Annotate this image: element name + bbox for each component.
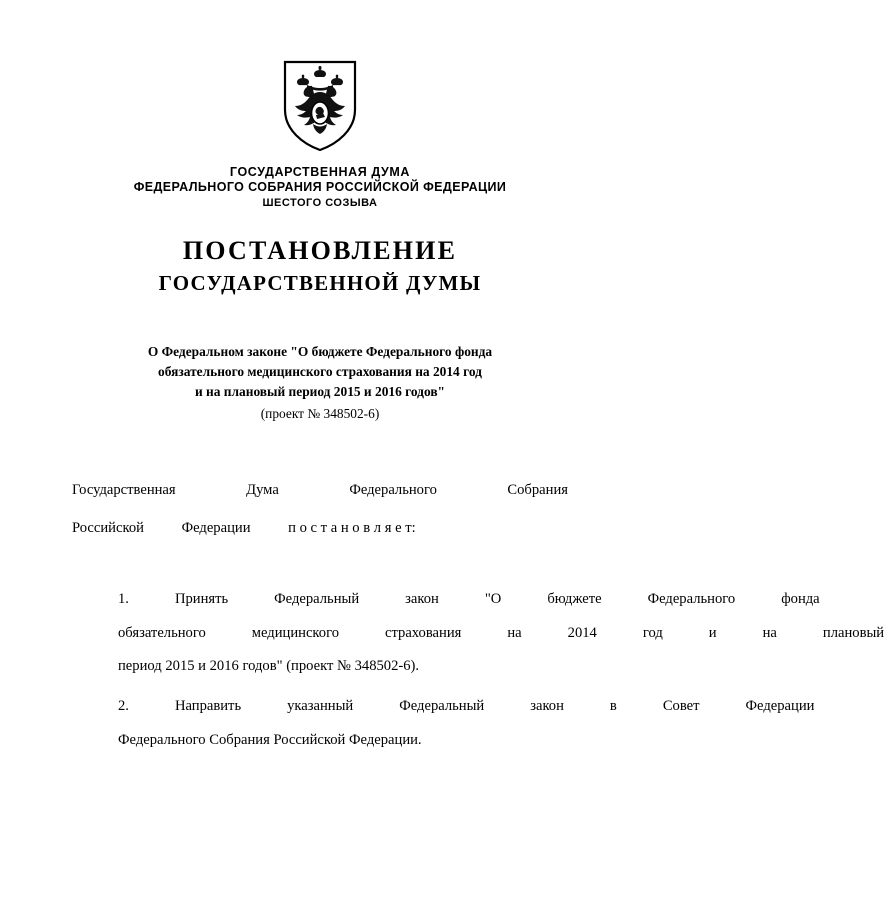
item-2-w4: закон (530, 698, 564, 715)
list-item (72, 690, 815, 758)
document-subject (0, 342, 640, 424)
item-1-line-1 (72, 583, 820, 617)
item-1-line-2 (72, 617, 884, 651)
item-2-w5: в (609, 698, 617, 715)
lead-paragraph (72, 472, 568, 546)
item-1-l2-w6: год (642, 624, 663, 641)
lead-line-2 (72, 510, 568, 547)
document-body (72, 583, 884, 758)
item-1-w1: Принять (174, 590, 229, 607)
subject-line-3: и на плановый период 2015 и 2016 годов" (194, 384, 445, 400)
subject-line-2: обязательного медицинского страхования на 2014 год (158, 364, 482, 380)
subject-project-number: (проект № 348502-6) (260, 406, 380, 422)
lead-line-1 (72, 472, 568, 509)
lead-verb: п о с т а н о в л я е т: (288, 519, 416, 536)
document-title (0, 236, 640, 296)
lead-word-1: Государственная (72, 482, 176, 499)
item-2-w3: Федеральный (399, 698, 485, 715)
item-2-line-1 (72, 690, 815, 724)
lead-word-2: Дума (246, 482, 279, 499)
item-1-w7: фонда (781, 590, 820, 607)
org-line-3: ШЕСТОГО СОЗЫВА (262, 196, 378, 209)
org-line-2: ФЕДЕРАЛЬНОГО СОБРАНИЯ РОССИЙСКОЙ ФЕДЕРАЦИИ (133, 180, 507, 195)
item-1-w5: бюджете (547, 590, 602, 607)
item-1-line-3: период 2015 и 2016 годов" (проект № 348502-6). (118, 658, 420, 675)
title-sub: ГОСУДАРСТВЕННОЙ ДУМЫ (158, 270, 482, 295)
item-1-l2-w5: 2014 (567, 624, 597, 641)
lead-word-4: Собрания (507, 482, 568, 499)
lead-word-5: Российской (72, 519, 144, 536)
list-item (72, 583, 884, 685)
organization-heading (0, 165, 640, 210)
item-2-w1: Направить (174, 698, 242, 715)
item-1-w6: Федерального (647, 590, 736, 607)
item-1-number: 1. (118, 590, 129, 607)
item-2-line-2: Федерального Собрания Российской Федерации. (118, 732, 422, 749)
item-1-l2-w3: страхования (385, 624, 462, 641)
item-1-l2-w7: и (708, 624, 717, 641)
item-2-number: 2. (118, 698, 129, 715)
item-1-l2-w9: плановый (822, 624, 884, 641)
item-1-w4: "О (484, 590, 502, 607)
item-1-l2-w2: медицинского (251, 624, 339, 641)
item-1-w2: Федеральный (274, 590, 360, 607)
item-2-w2: указанный (287, 698, 354, 715)
item-1-l2-w1: обязательного (118, 624, 206, 641)
lead-word-6: Федерации (181, 519, 251, 536)
item-2-w6: Совет (662, 698, 700, 715)
item-1-l2-w8: на (762, 624, 777, 641)
lead-word-3: Федерального (349, 482, 437, 499)
title-main: ПОСТАНОВЛЕНИЕ (182, 235, 458, 265)
item-1-l2-w4: на (507, 624, 522, 641)
item-1-w3: закон (405, 590, 439, 607)
item-2-w7: Федерации (745, 698, 815, 715)
org-line-1: ГОСУДАРСТВЕННАЯ ДУМА (229, 165, 411, 179)
subject-line-1: О Федеральном законе "О бюджете Федерального фонда (147, 343, 493, 359)
coat-of-arms-emblem (0, 0, 640, 153)
